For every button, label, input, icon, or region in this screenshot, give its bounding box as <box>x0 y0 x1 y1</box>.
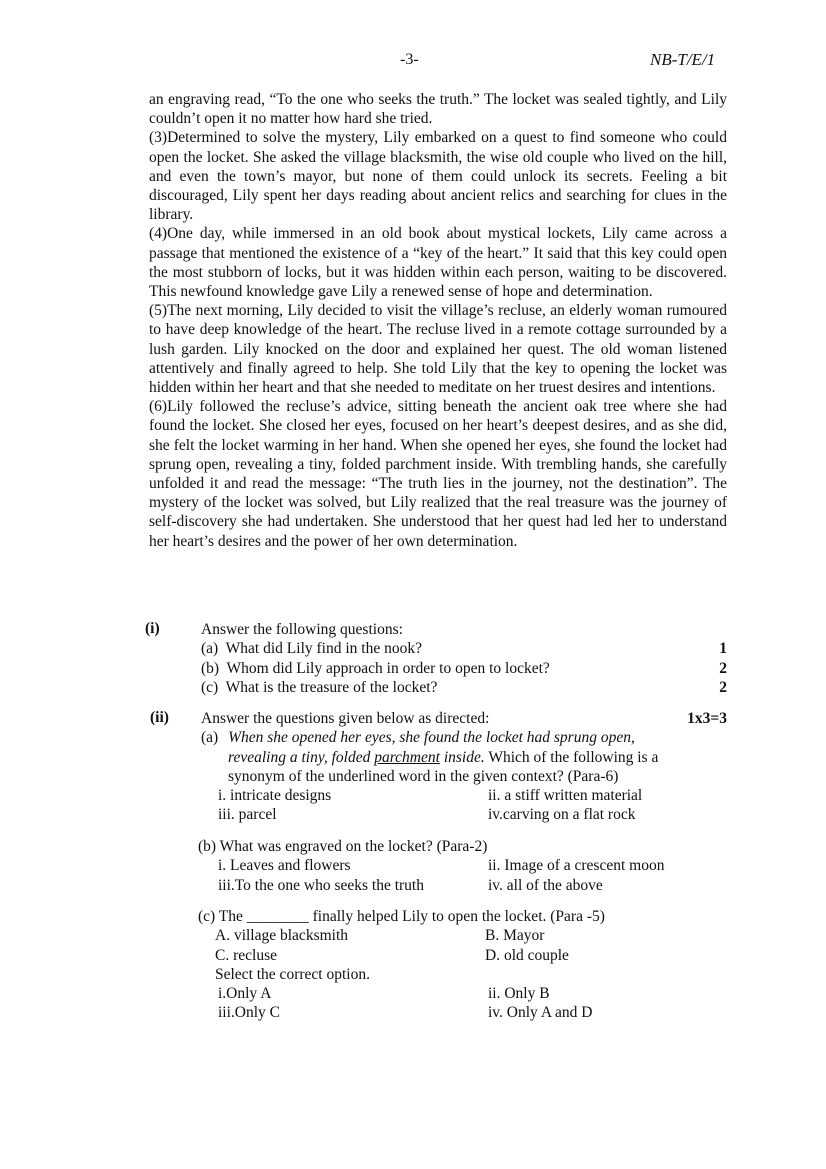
question-1a-mark: 1 <box>719 640 727 658</box>
question-1a-text: (a) What did Lily find in the nook? <box>201 640 422 658</box>
question-2a-line1 <box>201 728 727 747</box>
question-2b-options <box>198 856 727 895</box>
question-2a-quote-post: inside. <box>439 748 485 766</box>
passage-paragraph: an engraving read, “To the one who seeks the truth.” The locket was sealed tightly, and Lily couldn’t open it no matter how hard she tried. <box>149 91 727 128</box>
option: iii.To the one who seeks the truth <box>218 876 424 894</box>
option: i. Leaves and flowers <box>218 857 351 875</box>
reading-passage <box>149 90 727 551</box>
passage-paragraph: (4)One day, while immersed in an old book about mystical lockets, Lily came across a passage that mentioned the existence of a “key of the heart.” It said that this key could open the most stubborn of locks, but it was hidden within each person, waiting to be discovered. This newfound knowledge gave Lily a renewed sense of hope and determination. <box>149 225 727 301</box>
question-2a-quote-line1: When she opened her eyes, she found the locket had sprung open, <box>228 729 635 747</box>
question-2a-quote-pre: revealing a tiny, folded <box>228 748 375 766</box>
question-1b-mark: 2 <box>719 659 727 677</box>
option: iii. parcel <box>218 806 277 824</box>
question-2-intro: Answer the questions given below as directed: <box>201 710 490 727</box>
choice: D. old couple <box>485 946 569 964</box>
option: ii. Only B <box>488 985 550 1003</box>
question-1-label: (i) <box>145 620 160 637</box>
question-1c-mark: 2 <box>719 678 727 696</box>
question-2c-choices <box>198 926 727 965</box>
option: iii.Only C <box>218 1004 281 1022</box>
question-1c-text: (c) What is the treasure of the locket? <box>201 678 438 696</box>
question-2c-text: (c) The ________ finally helped Lily to open the locket. (Para -5) <box>198 908 605 925</box>
choice: C. recluse <box>215 946 277 964</box>
passage-paragraph: (3)Determined to solve the mystery, Lily embarked on a quest to find someone who could open the locket. She asked the village blacksmith, the wise old couple who lived on the hill, and even the town’s mayor, but none of them could unlock its secrets. Feeling a bit discouraged, Lily spent her days reading about ancient relics and searching for clues in the library. <box>149 129 727 224</box>
question-1-item <box>201 678 727 697</box>
option: iv. all of the above <box>488 876 603 894</box>
question-2c-instruction: Select the correct option. <box>215 965 370 983</box>
question-1b-text: (b) Whom did Lily approach in order to open to locket? <box>201 659 550 677</box>
paper-code: NB-T/E/1 <box>650 50 716 69</box>
question-2b <box>198 837 727 895</box>
question-1-intro: Answer the following questions: <box>201 621 403 638</box>
choice: B. Mayor <box>485 927 545 945</box>
question-2c-options <box>198 984 727 1023</box>
question-1 <box>201 620 727 697</box>
question-2-label: (ii) <box>150 709 169 726</box>
option: iv. Only A and D <box>488 1004 593 1022</box>
question-1-item <box>201 639 727 658</box>
option: iv.carving on a flat rock <box>488 806 636 824</box>
passage-paragraph: (6)Lily followed the recluse’s advice, sitting beneath the ancient oak tree where she had found the locket. She closed her eyes, focused on her heart’s deepest desires, and as she did, she felt the locket warming in her hand. When she opened her eyes, she found the locket had sprung open, revealing a tiny, folded parchment inside. With trembling hands, she carefully unfolded it and read the message: “The truth lies in the journey, not the destination”. The mystery of the locket was solved, but Lily realized that the real treasure was the journey of self-discovery she had undertaken. She understood that her quest had led her to understand her heart’s desires and the power of her own determination. <box>149 398 727 550</box>
question-2c <box>198 907 727 1023</box>
question-2a-line2 <box>201 748 727 767</box>
question-2a-options <box>201 786 727 825</box>
question-2b-text: (b) What was engraved on the locket? (Para-2) <box>198 838 488 855</box>
option: i.Only A <box>218 985 272 1003</box>
question-2-mark: 1x3=3 <box>687 710 727 727</box>
question-2a-line3: synonym of the underlined word in the given context? (Para-6) <box>228 767 619 785</box>
question-2-intro-row <box>201 709 727 728</box>
question-1-item <box>201 659 727 678</box>
passage-paragraph: (5)The next morning, Lily decided to visit the village’s recluse, an elderly woman rumoured to have deep knowledge of the heart. The recluse lived in a remote cottage surrounded by a lush garden. Lily knocked on the door and explained her quest. The old woman listened attentively and finally agreed to help. She told Lily that the key to opening the locket was hidden within her heart and that she needed to meditate on her truest desires and intentions. <box>149 302 727 397</box>
question-2 <box>201 709 727 825</box>
choice: A. village blacksmith <box>215 927 349 945</box>
page-number: -3- <box>400 51 419 68</box>
question-2a-prefix: (a) <box>201 729 219 747</box>
option: ii. Image of a crescent moon <box>488 857 665 875</box>
option: i. intricate designs <box>218 787 332 805</box>
question-2a-underlined-word: parchment <box>374 748 440 766</box>
question-2a-prompt: Which of the following is a <box>484 748 659 766</box>
option: ii. a stiff written material <box>488 787 643 805</box>
